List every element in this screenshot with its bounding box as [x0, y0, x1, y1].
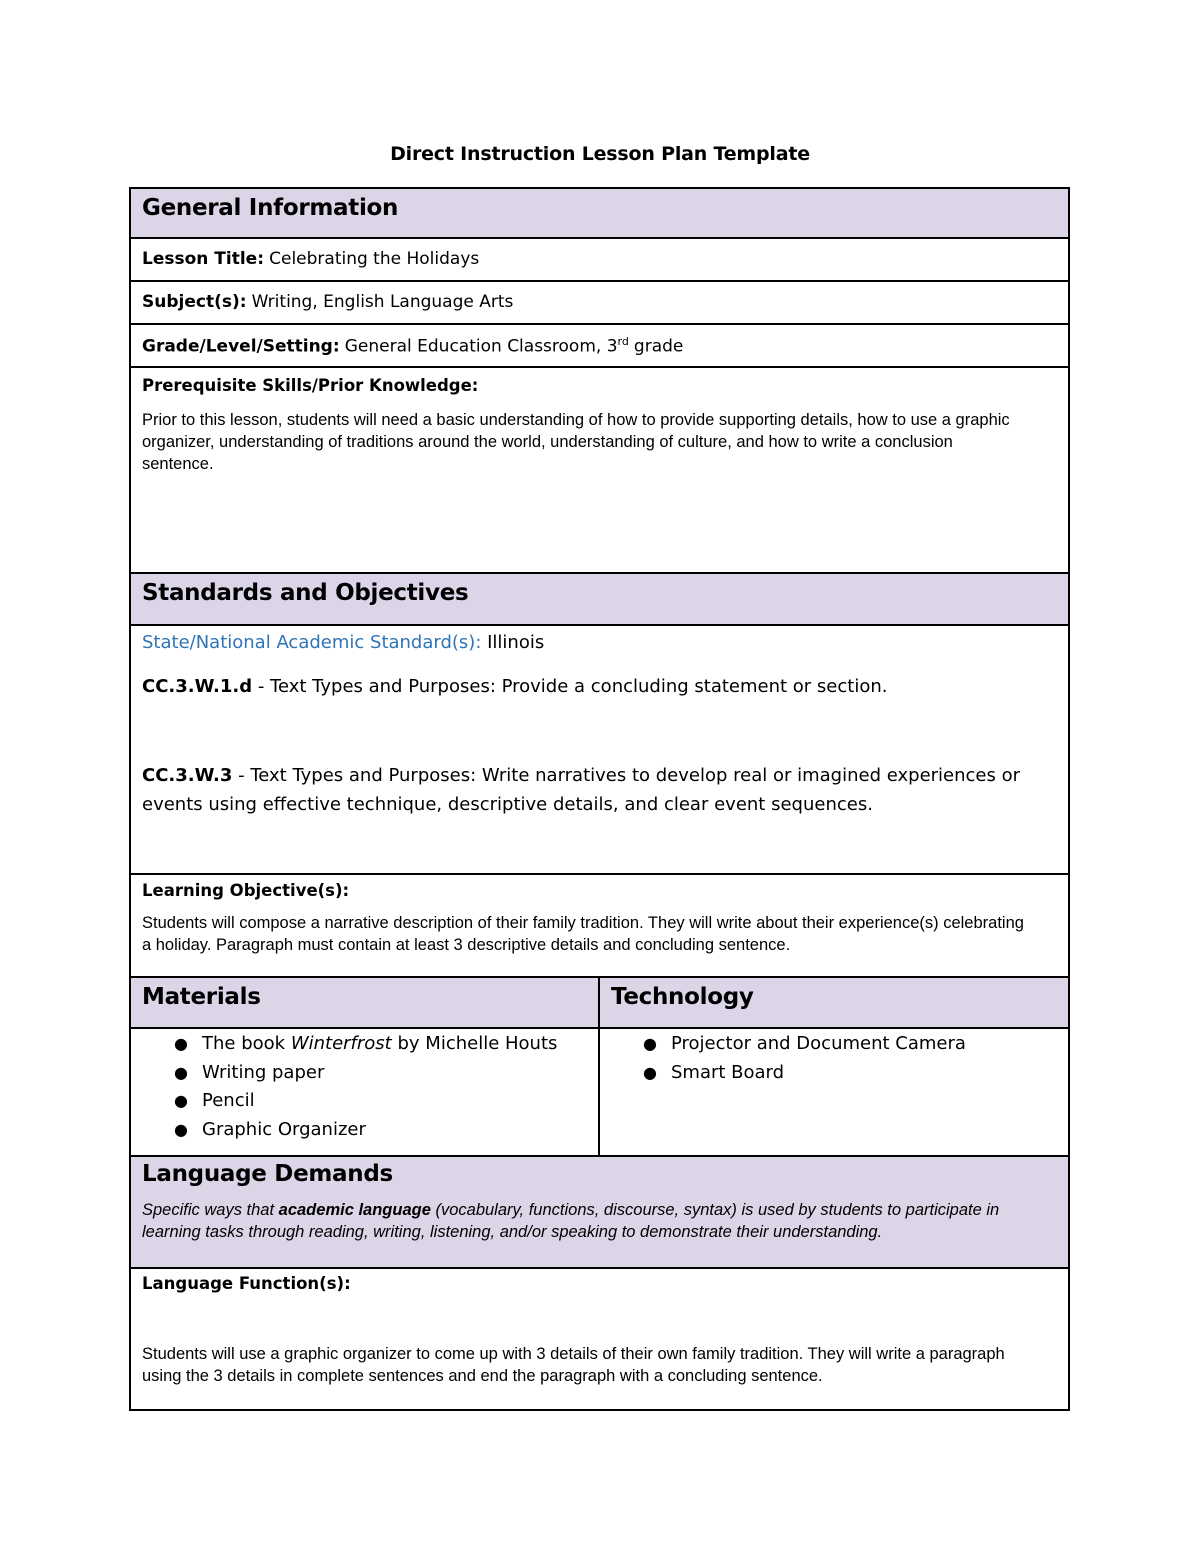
list-item — [131, 1059, 598, 1088]
technology-heading: Technology — [611, 984, 754, 1010]
material-4: Graphic Organizer — [202, 1118, 366, 1140]
state-standard-value: Illinois — [487, 632, 545, 653]
standard-1 — [142, 672, 1057, 701]
list-item — [131, 1116, 598, 1145]
lesson-plan-table — [129, 187, 1070, 1411]
prerequisite-text: Prior to this lesson, students will need a basic understanding of how to provide supporting details, how to use a graphic organizer, understanding of traditions around the world, understanding of culture, and how to write a conclusion sentence. — [142, 411, 1010, 473]
lesson-title-label: Lesson Title: — [142, 249, 265, 269]
language-demands-description — [142, 1199, 1052, 1243]
standards-heading: Standards and Objectives — [142, 580, 469, 606]
material-3: Pencil — [202, 1090, 255, 1111]
standard-1-code: CC.3.W.1.d — [142, 676, 253, 697]
materials-list-cell — [131, 1029, 600, 1155]
bullet-icon: ● — [643, 1062, 657, 1082]
language-demands-desc-part2: (vocabulary, functions, discourse, syntax) is used by students to participate in learning tasks through reading, writing, listening, and/or speaking to demonstrate their understanding. — [142, 1201, 1000, 1241]
subjects-label: Subject(s): — [142, 292, 247, 312]
materials-technology-header — [129, 978, 1070, 1029]
learning-objectives-row — [129, 875, 1070, 978]
grade-label: Grade/Level/Setting: — [142, 336, 340, 357]
list-item — [600, 1030, 1068, 1059]
bullet-icon: ● — [174, 1034, 188, 1053]
language-demands-heading: Language Demands — [142, 1161, 393, 1187]
state-standard-line — [142, 628, 1057, 657]
grade-value: General Education Classroom, 3 — [344, 336, 618, 357]
list-item — [131, 1030, 598, 1059]
standards-row — [129, 626, 1070, 875]
materials-heading: Materials — [142, 984, 261, 1010]
language-demands-desc-part1: Specific ways that — [142, 1201, 275, 1219]
language-function-row — [129, 1269, 1070, 1411]
grade-suffix: grade — [633, 336, 684, 357]
bullet-icon: ● — [174, 1091, 188, 1110]
list-item — [131, 1087, 598, 1116]
learning-objectives-label: Learning Objective(s): — [142, 881, 350, 900]
material-2: Writing paper — [202, 1061, 325, 1083]
grade-row — [129, 325, 1070, 368]
language-demands-header — [129, 1157, 1070, 1269]
technology-list — [600, 1030, 1068, 1087]
prerequisite-label: Prerequisite Skills/Prior Knowledge: — [142, 376, 479, 395]
standard-2-text: - Text Types and Purposes: Write narratives to develop real or imagined experiences or events using effective technique, descriptive details, and clear event sequences. — [142, 765, 1021, 815]
prerequisite-row — [129, 368, 1070, 574]
language-function-text: Students will use a graphic organizer to come up with 3 details of their own family tradition. They will write a paragraph using the 3 details in complete sentences and end the paragraph with a concluding sentence. — [142, 1345, 1005, 1385]
lesson-title-value: Celebrating the Holidays — [269, 249, 480, 269]
materials-list — [131, 1030, 598, 1144]
technology-2: Smart Board — [671, 1061, 785, 1083]
technology-1: Projector and Document Camera — [671, 1033, 966, 1054]
page-title: Direct Instruction Lesson Plan Template — [390, 143, 810, 165]
standard-2-code: CC.3.W.3 — [142, 765, 233, 786]
standards-header — [129, 574, 1070, 626]
standard-1-text: - Text Types and Purposes: Provide a concluding statement or section. — [257, 676, 888, 697]
general-information-heading: General Information — [142, 195, 399, 221]
subjects-value: Writing, English Language Arts — [251, 292, 514, 312]
language-demands-desc-bold: academic language — [278, 1201, 431, 1219]
bullet-icon: ● — [643, 1034, 657, 1053]
materials-technology-lists — [129, 1029, 1070, 1157]
bullet-icon: ● — [174, 1119, 188, 1139]
material-1-title: Winterfrost — [290, 1033, 392, 1054]
language-function-label: Language Function(s): — [142, 1274, 351, 1293]
subjects-row — [129, 282, 1070, 325]
grade-superscript: rd — [617, 335, 629, 348]
list-item — [600, 1059, 1068, 1088]
material-1-suffix: by Michelle Houts — [397, 1033, 558, 1054]
materials-header-cell — [131, 978, 600, 1027]
state-standard-label: State/National Academic Standard(s): — [142, 632, 482, 653]
material-1-prefix: The book — [202, 1033, 286, 1054]
technology-list-cell — [600, 1029, 1068, 1155]
standard-2 — [142, 761, 1052, 819]
technology-header-cell — [600, 978, 1068, 1027]
general-information-header — [129, 187, 1070, 239]
bullet-icon: ● — [174, 1062, 188, 1082]
lesson-title-row — [129, 239, 1070, 282]
learning-objectives-text: Students will compose a narrative description of their family tradition. They will write about their experience(s) celebrating a holiday. Paragraph must contain at least 3 descriptive details and concluding sentence. — [142, 914, 1024, 954]
